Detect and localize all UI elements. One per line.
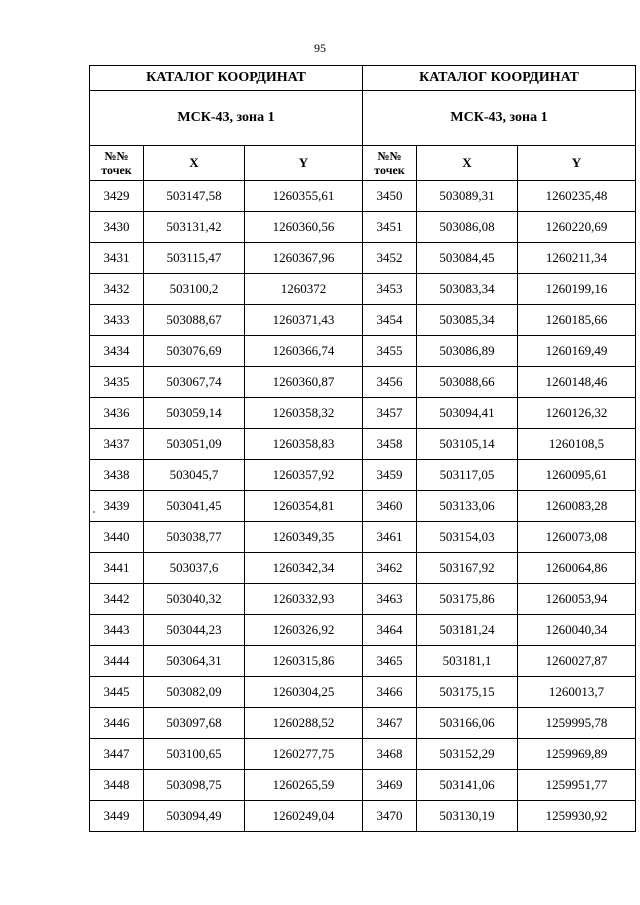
x-coordinate-cell: 503044,23	[144, 615, 245, 646]
x-coordinate-cell: 503085,34	[417, 305, 518, 336]
catalog-rows	[363, 181, 636, 832]
x-coordinate-cell: 503167,92	[417, 553, 518, 584]
table-row	[363, 243, 636, 274]
point-number-cell: 3455	[363, 336, 417, 367]
y-coordinate-cell: 1260211,34	[518, 243, 636, 274]
x-coordinate-cell: 503166,06	[417, 708, 518, 739]
point-number-cell: 3440	[90, 522, 144, 553]
point-number-cell: 3436	[90, 398, 144, 429]
table-row	[90, 336, 363, 367]
point-number-cell: 3463	[363, 584, 417, 615]
table-row	[363, 770, 636, 801]
point-number-cell: 3441	[90, 553, 144, 584]
y-coordinate-cell: 1260360,87	[245, 367, 363, 398]
y-coordinate-cell: 1260040,34	[518, 615, 636, 646]
point-number-cell: 3430	[90, 212, 144, 243]
table-row	[90, 553, 363, 584]
table-row	[363, 460, 636, 491]
x-header: X	[417, 146, 518, 181]
point-number-cell: 3470	[363, 801, 417, 832]
point-number-cell: 3458	[363, 429, 417, 460]
y-coordinate-cell: 1260126,32	[518, 398, 636, 429]
point-number-cell: 3448	[90, 770, 144, 801]
table-row	[90, 429, 363, 460]
point-number-cell: 3466	[363, 677, 417, 708]
y-coordinate-cell: 1260249,04	[245, 801, 363, 832]
x-coordinate-cell: 503175,15	[417, 677, 518, 708]
y-coordinate-cell: 1260358,32	[245, 398, 363, 429]
y-coordinate-cell: 1259969,89	[518, 739, 636, 770]
point-number-cell: 3452	[363, 243, 417, 274]
page-number: 95	[314, 41, 326, 55]
x-coordinate-cell: 503181,24	[417, 615, 518, 646]
table-row	[363, 429, 636, 460]
y-coordinate-cell: 1260235,48	[518, 181, 636, 212]
table-row	[363, 181, 636, 212]
point-number-cell: 3443	[90, 615, 144, 646]
point-number-cell: 3469	[363, 770, 417, 801]
x-coordinate-cell: 503040,32	[144, 584, 245, 615]
x-coordinate-cell: 503067,74	[144, 367, 245, 398]
x-coordinate-cell: 503041,45	[144, 491, 245, 522]
table-row	[363, 522, 636, 553]
y-coordinate-cell: 1260367,96	[245, 243, 363, 274]
x-coordinate-cell: 503154,03	[417, 522, 518, 553]
y-coordinate-cell: 1260148,46	[518, 367, 636, 398]
point-number-cell: 3434	[90, 336, 144, 367]
table-row	[363, 336, 636, 367]
y-coordinate-cell: 1260304,25	[245, 677, 363, 708]
table-row	[90, 367, 363, 398]
table-row	[90, 739, 363, 770]
point-number-cell: 3437	[90, 429, 144, 460]
point-number-cell: 3449	[90, 801, 144, 832]
table-row	[90, 181, 363, 212]
x-coordinate-cell: 503181,1	[417, 646, 518, 677]
y-coordinate-cell: 1260277,75	[245, 739, 363, 770]
table-row	[363, 739, 636, 770]
y-coordinate-cell: 1260288,52	[245, 708, 363, 739]
y-coordinate-cell: 1260315,86	[245, 646, 363, 677]
point-number-cell: 3429	[90, 181, 144, 212]
table-row	[90, 708, 363, 739]
x-coordinate-cell: 503131,42	[144, 212, 245, 243]
point-number-cell: 3445	[90, 677, 144, 708]
point-number-cell: 3433	[90, 305, 144, 336]
table-row	[363, 677, 636, 708]
catalog-rows	[90, 181, 363, 832]
x-header: X	[144, 146, 245, 181]
y-coordinate-cell: 1260073,08	[518, 522, 636, 553]
y-coordinate-cell: 1260053,94	[518, 584, 636, 615]
x-coordinate-cell: 503147,58	[144, 181, 245, 212]
x-coordinate-cell: 503088,67	[144, 305, 245, 336]
point-number-cell: 3461	[363, 522, 417, 553]
table-row	[90, 770, 363, 801]
point-number-cell: 3459	[363, 460, 417, 491]
x-coordinate-cell: 503115,47	[144, 243, 245, 274]
x-coordinate-cell: 503117,05	[417, 460, 518, 491]
table-row	[90, 212, 363, 243]
table-row	[363, 615, 636, 646]
y-coordinate-cell: 1259930,92	[518, 801, 636, 832]
catalog-title: КАТАЛОГ КООРДИНАТ	[90, 66, 363, 91]
table-row	[90, 243, 363, 274]
y-coordinate-cell: 1260342,34	[245, 553, 363, 584]
point-number-cell: 3438	[90, 460, 144, 491]
table-row	[363, 274, 636, 305]
point-number-cell: 3442	[90, 584, 144, 615]
point-number-cell: 3451	[363, 212, 417, 243]
point-number-cell: 3464	[363, 615, 417, 646]
x-coordinate-cell: 503064,31	[144, 646, 245, 677]
x-coordinate-cell: 503094,49	[144, 801, 245, 832]
table-row	[363, 553, 636, 584]
table-row	[363, 584, 636, 615]
y-coordinate-cell: 1260027,87	[518, 646, 636, 677]
point-number-cell: 3450	[363, 181, 417, 212]
table-row	[90, 677, 363, 708]
catalog-subtitle: МСК-43, зона 1	[90, 91, 363, 146]
x-coordinate-cell: 503088,66	[417, 367, 518, 398]
y-coordinate-cell: 1260355,61	[245, 181, 363, 212]
x-coordinate-cell: 503076,69	[144, 336, 245, 367]
catalog-subtitle: МСК-43, зона 1	[363, 91, 636, 146]
point-number-header-line2: точек	[101, 163, 132, 177]
point-number-header	[363, 146, 417, 181]
point-number-cell: 3467	[363, 708, 417, 739]
x-coordinate-cell: 503084,45	[417, 243, 518, 274]
point-number-cell: 3431	[90, 243, 144, 274]
y-coordinate-cell: 1260095,61	[518, 460, 636, 491]
point-number-cell: 3444	[90, 646, 144, 677]
y-coordinate-cell: 1260169,49	[518, 336, 636, 367]
x-coordinate-cell: 503105,14	[417, 429, 518, 460]
y-coordinate-cell: 1260360,56	[245, 212, 363, 243]
table-row	[363, 367, 636, 398]
x-coordinate-cell: 503086,89	[417, 336, 518, 367]
point-number-cell: 3457	[363, 398, 417, 429]
x-coordinate-cell: 503038,77	[144, 522, 245, 553]
x-coordinate-cell: 503100,2	[144, 274, 245, 305]
point-number-header-line2: точек	[374, 163, 405, 177]
point-number-cell: 3447	[90, 739, 144, 770]
y-header: Y	[245, 146, 363, 181]
y-coordinate-cell: 1260326,92	[245, 615, 363, 646]
y-coordinate-cell: 1260372	[245, 274, 363, 305]
coordinate-catalog-left	[89, 65, 363, 832]
table-row	[363, 491, 636, 522]
table-row	[90, 584, 363, 615]
point-number-cell: 3432	[90, 274, 144, 305]
y-coordinate-cell: 1260013,7	[518, 677, 636, 708]
table-row	[363, 708, 636, 739]
y-coordinate-cell: 1260108,5	[518, 429, 636, 460]
point-number-cell: 3454	[363, 305, 417, 336]
y-coordinate-cell: 1260371,43	[245, 305, 363, 336]
point-number-cell: 3456	[363, 367, 417, 398]
table-row	[90, 646, 363, 677]
point-number-cell: 3446	[90, 708, 144, 739]
point-number-header-line1: №№	[104, 149, 129, 163]
x-coordinate-cell: 503152,29	[417, 739, 518, 770]
table-row	[363, 646, 636, 677]
table-row	[90, 801, 363, 832]
point-number-header	[90, 146, 144, 181]
y-coordinate-cell: 1260332,93	[245, 584, 363, 615]
x-coordinate-cell: 503089,31	[417, 181, 518, 212]
table-row	[363, 398, 636, 429]
point-number-cell: 3439	[90, 491, 144, 522]
table-row	[90, 460, 363, 491]
x-coordinate-cell: 503175,86	[417, 584, 518, 615]
table-row	[90, 491, 363, 522]
x-coordinate-cell: 503098,75	[144, 770, 245, 801]
x-coordinate-cell: 503082,09	[144, 677, 245, 708]
x-coordinate-cell: 503133,06	[417, 491, 518, 522]
point-number-cell: 3468	[363, 739, 417, 770]
x-coordinate-cell: 503100,65	[144, 739, 245, 770]
table-row	[363, 305, 636, 336]
y-coordinate-cell: 1260358,83	[245, 429, 363, 460]
y-coordinate-cell: 1260220,69	[518, 212, 636, 243]
x-coordinate-cell: 503141,06	[417, 770, 518, 801]
y-coordinate-cell: 1260185,66	[518, 305, 636, 336]
y-header: Y	[518, 146, 636, 181]
x-coordinate-cell: 503097,68	[144, 708, 245, 739]
x-coordinate-cell: 503045,7	[144, 460, 245, 491]
x-coordinate-cell: 503083,34	[417, 274, 518, 305]
y-coordinate-cell: 1260064,86	[518, 553, 636, 584]
point-number-cell: 3460	[363, 491, 417, 522]
point-number-header-line1: №№	[377, 149, 402, 163]
y-coordinate-cell: 1260366,74	[245, 336, 363, 367]
table-row	[90, 398, 363, 429]
x-coordinate-cell: 503094,41	[417, 398, 518, 429]
coordinate-catalog-right	[362, 65, 636, 832]
x-coordinate-cell: 503059,14	[144, 398, 245, 429]
table-row	[90, 274, 363, 305]
table-row	[363, 801, 636, 832]
point-number-cell: 3465	[363, 646, 417, 677]
y-coordinate-cell: 1260349,35	[245, 522, 363, 553]
table-row	[90, 615, 363, 646]
catalog-title: КАТАЛОГ КООРДИНАТ	[363, 66, 636, 91]
x-coordinate-cell: 503086,08	[417, 212, 518, 243]
y-coordinate-cell: 1260354,81	[245, 491, 363, 522]
y-coordinate-cell: 1259951,77	[518, 770, 636, 801]
table-row	[363, 212, 636, 243]
x-coordinate-cell: 503037,6	[144, 553, 245, 584]
point-number-cell: 3435	[90, 367, 144, 398]
y-coordinate-cell: 1260265,59	[245, 770, 363, 801]
table-row	[90, 522, 363, 553]
point-number-cell: 3462	[363, 553, 417, 584]
point-number-cell: 3453	[363, 274, 417, 305]
y-coordinate-cell: 1259995,78	[518, 708, 636, 739]
table-row	[90, 305, 363, 336]
y-coordinate-cell: 1260083,28	[518, 491, 636, 522]
y-coordinate-cell: 1260199,16	[518, 274, 636, 305]
x-coordinate-cell: 503130,19	[417, 801, 518, 832]
x-coordinate-cell: 503051,09	[144, 429, 245, 460]
y-coordinate-cell: 1260357,92	[245, 460, 363, 491]
